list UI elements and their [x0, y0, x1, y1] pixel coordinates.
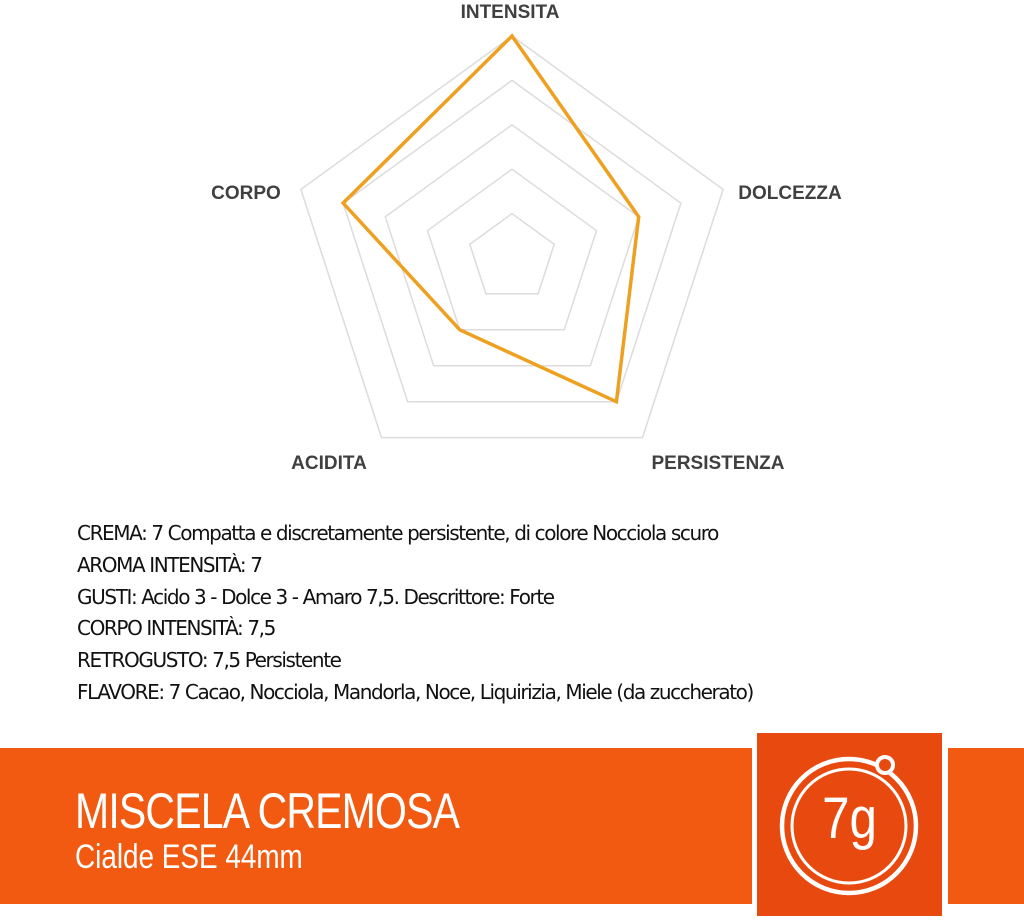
axis-label-dolcezza: DOLCEZZA [738, 183, 842, 204]
radar-ring [470, 214, 554, 294]
radar-series-line [343, 36, 639, 402]
spec-value: 7,5 Persistente [212, 648, 341, 673]
spec-label: FLAVORE [77, 679, 159, 704]
tasting-notes [77, 518, 977, 709]
spec-crema: CREMA: 7 Compatta e discretamente persistente, di colore Nocciola scuro [77, 521, 718, 545]
radar-ring [301, 36, 723, 438]
spec-value: 7 [250, 552, 262, 577]
spec-aroma: AROMA INTENSITÀ: 7 [77, 552, 262, 577]
spec-value: 7,5 [247, 616, 275, 641]
radar-point [511, 35, 514, 38]
weight-value: 7g [822, 786, 877, 851]
radar-point [615, 400, 618, 403]
radar-point [637, 215, 640, 218]
radar-point [342, 202, 345, 205]
spec-retrogusto: RETROGUSTO: 7,5 Persistente [77, 648, 341, 673]
spec-label: RETROGUSTO [77, 648, 202, 673]
axis-label-persistenza: PERSISTENZA [651, 453, 785, 474]
radar-ring [428, 169, 597, 330]
spec-label: GUSTI [77, 584, 131, 609]
spec-label: AROMA INTENSITÀ [77, 552, 240, 577]
radar-grid [301, 36, 723, 438]
spec-value: Acido 3 - Dolce 3 - Amaro 7,5. Descrittore: Forte [141, 584, 554, 609]
spec-label: CREMA [77, 521, 142, 545]
spec-gusti: GUSTI: Acido 3 - Dolce 3 - Amaro 7,5. Descrittore: Forte [77, 584, 554, 609]
radar-axis-labels [211, 2, 842, 474]
radar-point [458, 328, 461, 331]
spec-value: 7 Cacao, Nocciola, Mandorla, Noce, Liquirizia, Miele (da zuccherato) [168, 679, 753, 704]
product-title: MISCELA CREMOSA [75, 783, 460, 839]
spec-flavore: FLAVORE: 7 Cacao, Nocciola, Mandorla, Noce, Liquirizia, Miele (da zuccherato) [77, 679, 753, 704]
axis-label-intensita: INTENSITA [460, 2, 560, 23]
spec-label: CORPO INTENSITÀ [77, 616, 238, 641]
spec-value: 7 Compatta e discretamente persistente, di colore Nocciola scuro [151, 521, 718, 545]
axis-label-acidita: ACIDITA [291, 453, 367, 474]
axis-label-corpo: CORPO [211, 183, 281, 204]
weight-badge [757, 733, 942, 916]
spec-corpo: CORPO INTENSITÀ: 7,5 [77, 616, 275, 641]
product-subtitle: Cialde ESE 44mm [75, 838, 303, 876]
